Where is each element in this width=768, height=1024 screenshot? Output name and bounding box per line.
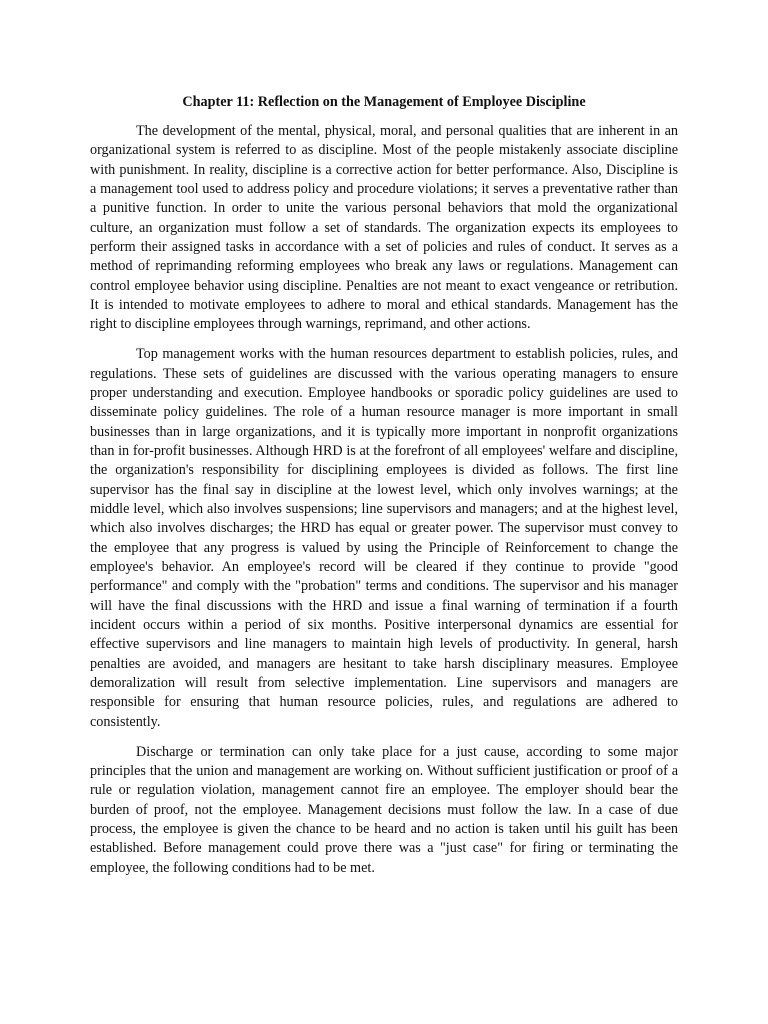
paragraph-3: Discharge or termination can only take place for a just cause, according to some major principles that the union and management are working on. Without sufficient justification or proof of a rule or regulation violation, management cannot fire an employee. The employer should bear the burden of proof, not the employee. Management decisions must follow the law. In a case of due process, the employee is given the chance to be heard and no action is taken until his guilt has been established. Before management could prove there was a "just case" for firing or terminating the employee, the following conditions had to be met. bbox=[90, 743, 678, 876]
chapter-title: Chapter 11: Reflection on the Management of Employee Discipline bbox=[182, 94, 586, 110]
paragraph-2: Top management works with the human resources department to establish policies, rules, and regulations. These sets of guidelines are discussed with the various operating managers to ensure proper understanding and execution. Employee handbooks or sporadic policy guidelines are used to disseminate policy guidelines. The role of a human resource manager is more important in small businesses than in large organizations, and it is typically more important in nonprofit organizations than in for-profit businesses. Although HRD is at the forefront of all employees' welfare and discipline, the organization's responsibility for disciplining employees is divided as follows. The first line supervisor has the final say in discipline at the lowest level, which only involves warnings; at the middle level, which also involves suspensions; line supervisors and managers; and at the highest level, which also involves discharges; the HRD has equal or greater power. The supervisor must convey to the employee that any progress is valued by using the Principle of Reinforcement to change the employee's behavior. An employee's record will be cleared if they continue to provide "good performance" and comply with the "probation" terms and conditions. The supervisor and his manager will have the final discussions with the HRD and issue a final warning of termination if a fourth incident occurs within a period of six months. Positive interpersonal dynamics are essential for effective supervisors and line managers to maintain high levels of productivity. In general, harsh penalties are avoided, and managers are hesitant to take harsh disciplinary measures. Employee demoralization will result from selective implementation. Line supervisors and managers are responsible for ensuring that human resource policies, rules, and regulations are adhered to consistently. bbox=[90, 346, 678, 730]
paragraph-1: The development of the mental, physical, moral, and personal qualities that are inherent in an organizational system is referred to as discipline. Most of the people mistakenly associate discipline with punishment. In reality, discipline is a corrective action for better performance. Also, Discipline is a management tool used to address policy and procedure violations; it serves a preventative rather than a punitive function. In order to unite the various personal behaviors that mold the organizational culture, an organization must follow a set of standards. The organization expects its employees to perform their assigned tasks in accordance with a set of policies and rules of conduct. It serves as a method of reprimanding reforming employees who break any laws or regulations. Management can control employee behavior using discipline. Penalties are not meant to exact vengeance or retribution. It is intended to motivate employees to adhere to moral and ethical standards. Management has the right to discipline employees through warnings, reprimand, and other actions. bbox=[90, 123, 678, 333]
document-body bbox=[90, 92, 678, 889]
